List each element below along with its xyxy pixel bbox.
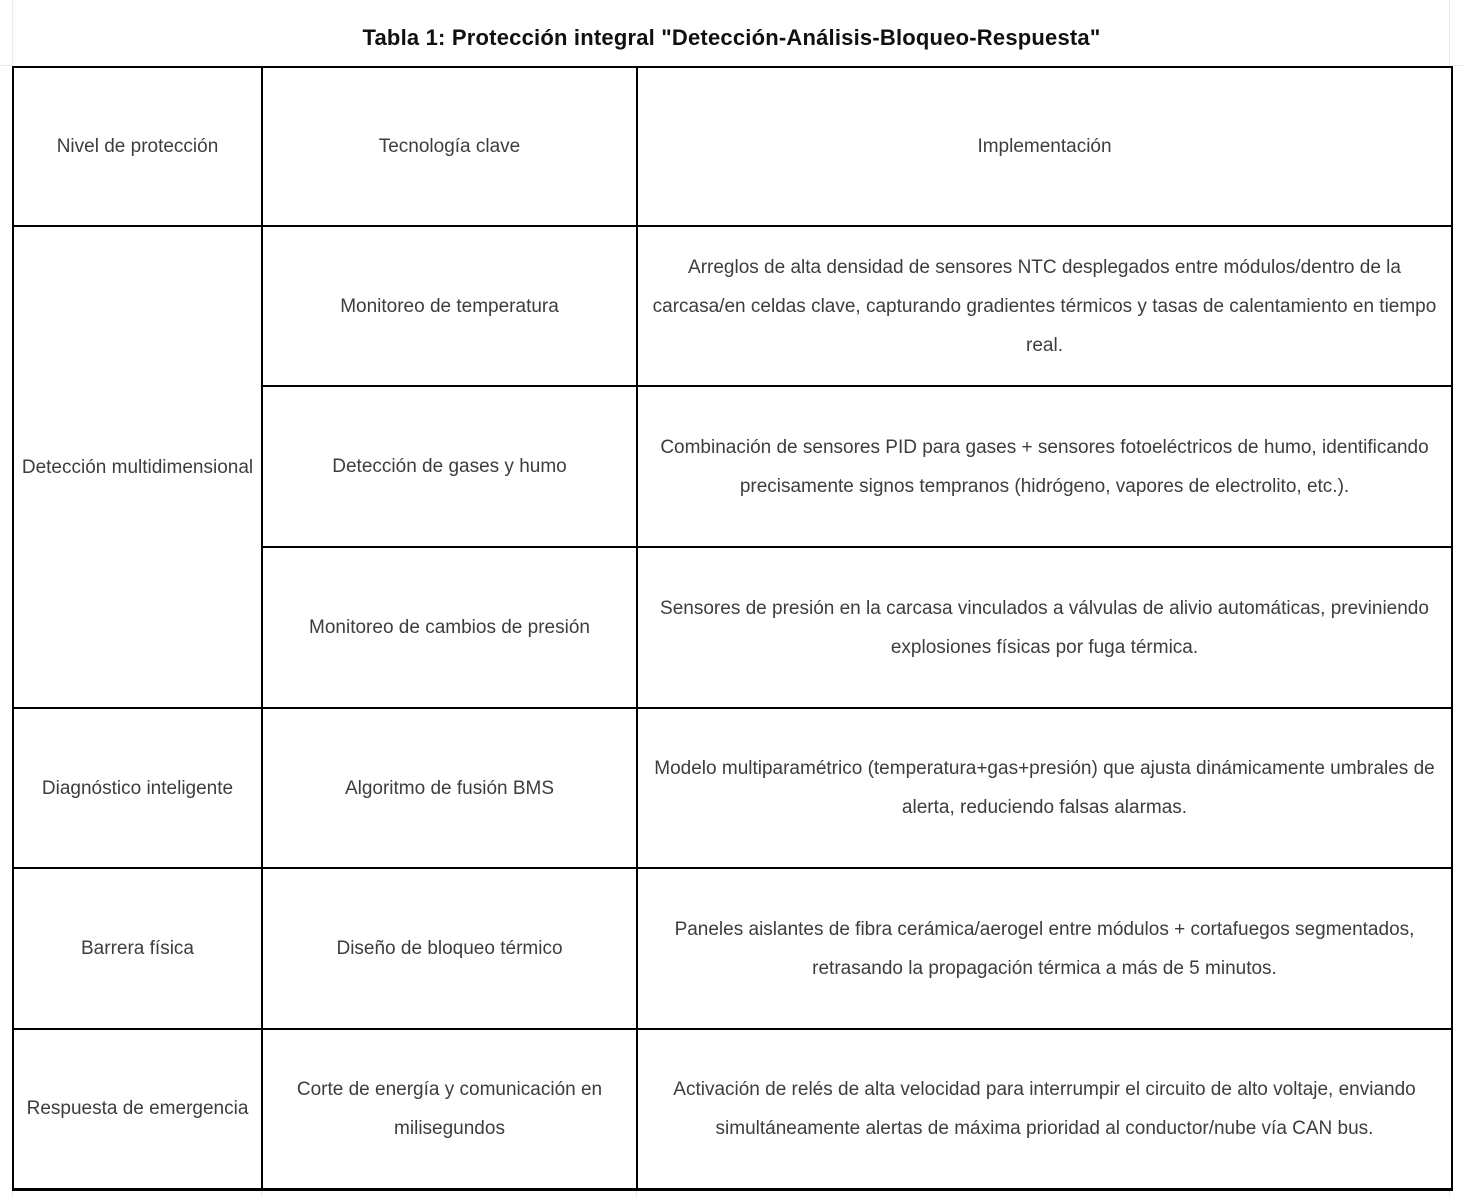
header-row bbox=[13, 67, 1452, 226]
table-row bbox=[13, 708, 1452, 868]
cell-tech: Corte de energía y comunicación en milisegundos bbox=[262, 1029, 637, 1189]
table-row bbox=[13, 226, 1452, 386]
header-cell-implementacion: Implementación bbox=[637, 67, 1452, 226]
cell-tech: Monitoreo de cambios de presión bbox=[262, 547, 637, 708]
cell-tech: Monitoreo de temperatura bbox=[262, 226, 637, 386]
protection-table bbox=[12, 66, 1453, 1191]
cell-level-barrera: Barrera física bbox=[13, 868, 262, 1029]
cell-impl: Modelo multiparamétrico (temperatura+gas+presión) que ajusta dinámicamente umbrales de alerta, reduciendo falsas alarmas. bbox=[637, 708, 1452, 868]
cell-level-deteccion: Detección multidimensional bbox=[13, 226, 262, 708]
cell-impl: Arreglos de alta densidad de sensores NTC desplegados entre módulos/dentro de la carcasa/en celdas clave, capturando gradientes térmicos y tasas de calentamiento en tiempo real. bbox=[637, 226, 1452, 386]
cell-tech: Detección de gases y humo bbox=[262, 386, 637, 547]
cell-impl: Activación de relés de alta velocidad para interrumpir el circuito de alto voltaje, enviando simultáneamente alertas de máxima prioridad al conductor/nube vía CAN bus. bbox=[637, 1029, 1452, 1189]
gridline-top-edge-left bbox=[0, 65, 12, 66]
table-row bbox=[13, 1029, 1452, 1189]
cell-level-diagnostico: Diagnóstico inteligente bbox=[13, 708, 262, 868]
cell-impl: Combinación de sensores PID para gases + sensores fotoeléctricos de humo, identificando precisamente signos tempranos (hidrógeno, vapores de electrolito, etc.). bbox=[637, 386, 1452, 547]
table-title: Tabla 1: Protección integral "Detección-Análisis-Bloqueo-Respuesta" bbox=[362, 25, 1101, 50]
header-cell-nivel: Nivel de protección bbox=[13, 67, 262, 226]
cell-tech: Algoritmo de fusión BMS bbox=[262, 708, 637, 868]
table-row bbox=[13, 868, 1452, 1029]
cell-tech: Diseño de bloqueo térmico bbox=[262, 868, 637, 1029]
cell-level-respuesta: Respuesta de emergencia bbox=[13, 1029, 262, 1189]
cell-impl: Sensores de presión en la carcasa vinculados a válvulas de alivio automáticas, previniendo explosiones físicas por fuga térmica. bbox=[637, 547, 1452, 708]
cell-impl: Paneles aislantes de fibra cerámica/aerogel entre módulos + cortafuegos segmentados, retrasando la propagación térmica a más de 5 minutos. bbox=[637, 868, 1452, 1029]
header-cell-tecnologia: Tecnología clave bbox=[262, 67, 637, 226]
